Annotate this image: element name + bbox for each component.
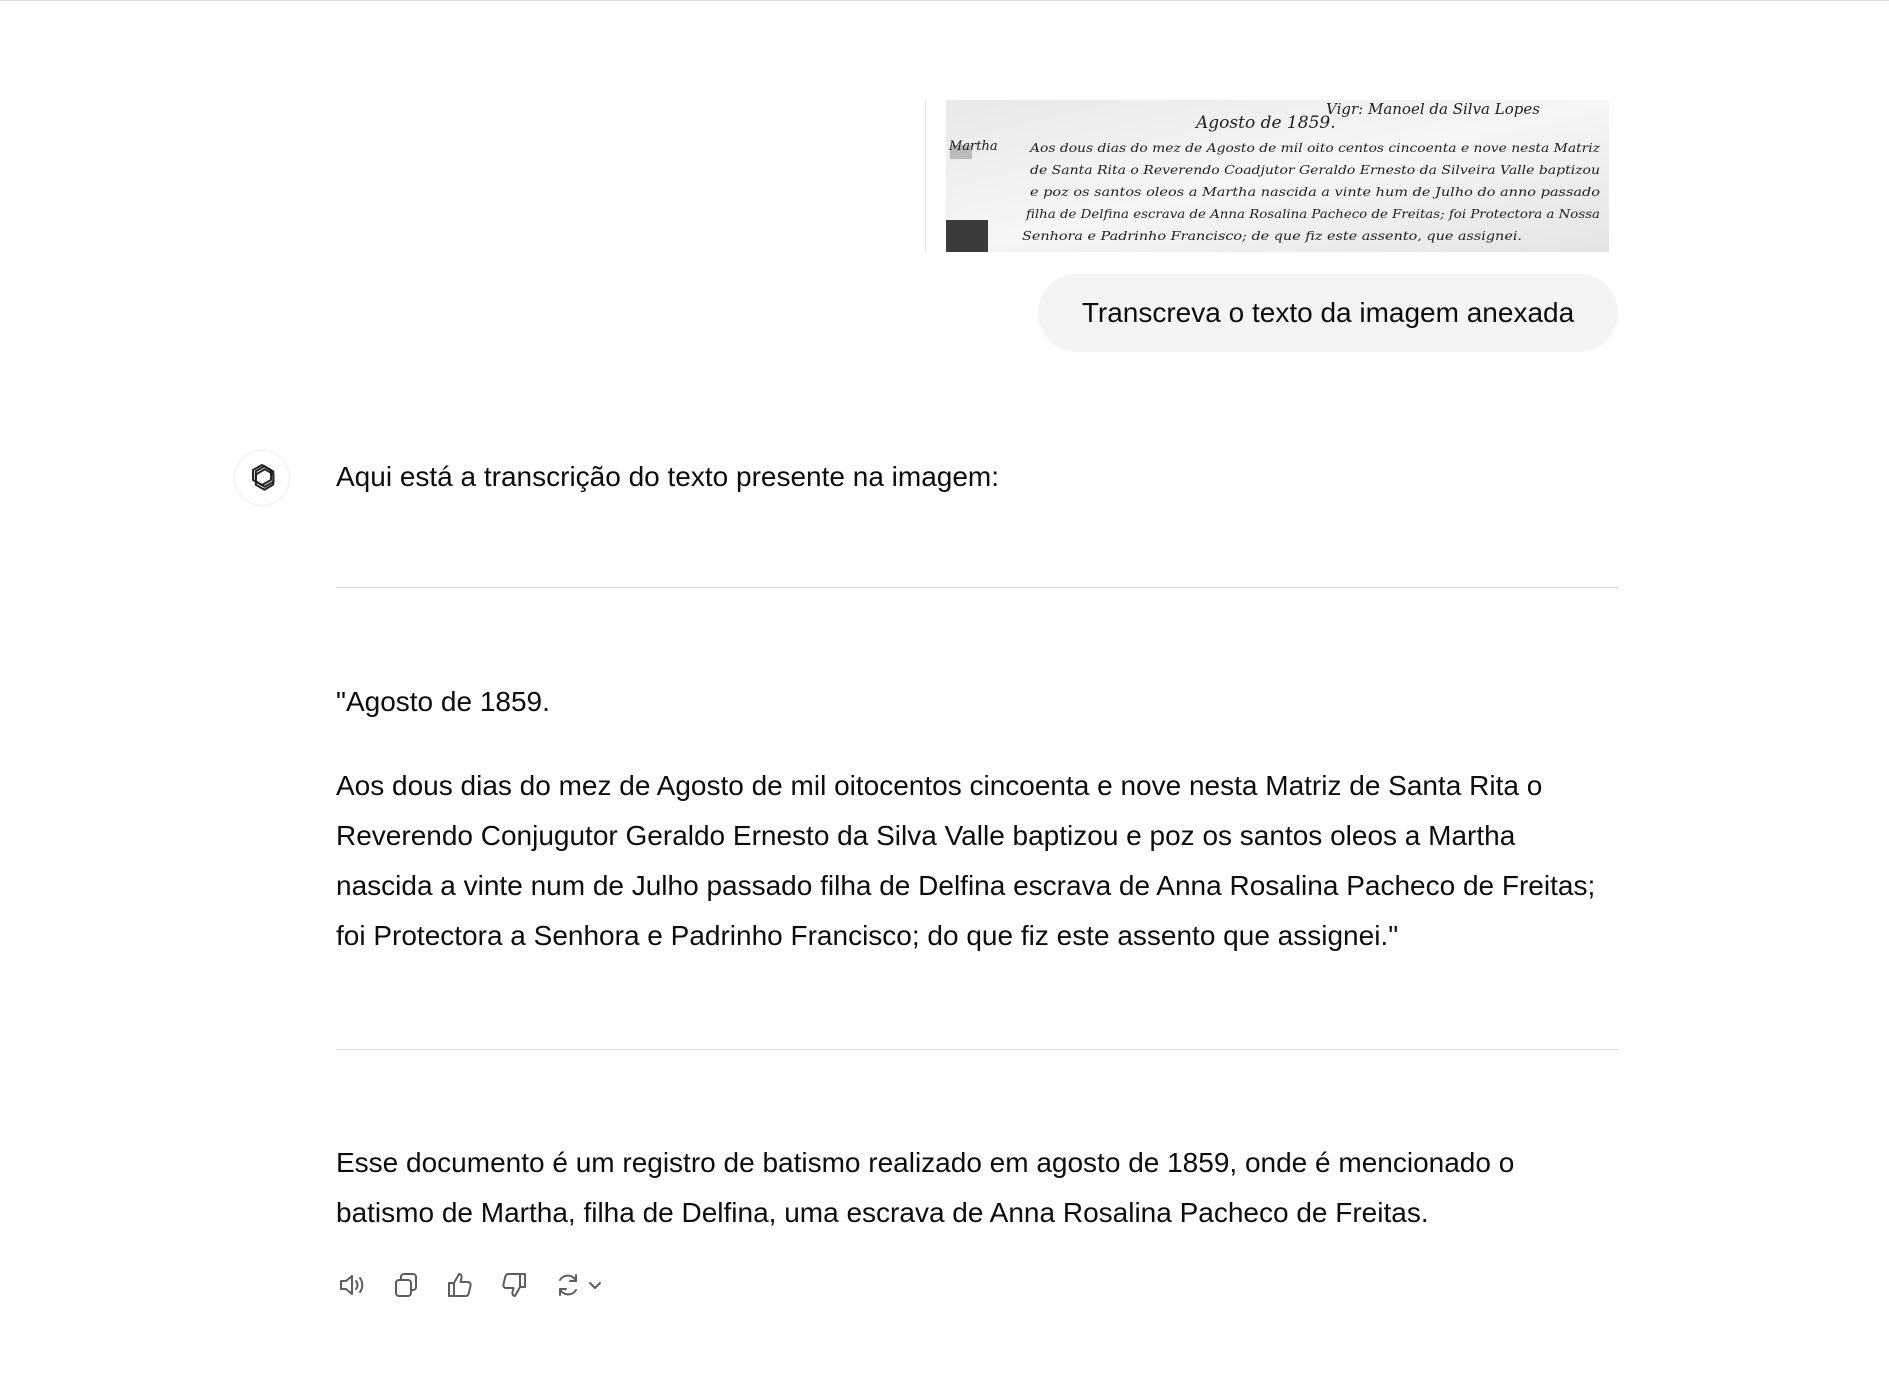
- assistant-intro: Aqui está a transcrição do texto presente na imagem:: [336, 461, 1000, 492]
- assistant-summary: Esse documento é um registro de batismo realizado em agosto de 1859, onde é mencionado o batismo de Martha, filha de Delfina, uma escrava de Anna Rosalina Pacheco de Freitas.: [336, 1147, 1515, 1228]
- transcription-body: Aos dous dias do mez de Agosto de mil oitocentos cincoenta e nove nesta Matriz de Santa Rita o Reverendo Conjugutor Geraldo Ernesto da Silva Valle baptizou e poz os santos oleos a Martha nascida a vinte num de Julho passado filha de Delfina escrava de Anna Rosalina Pacheco de Freitas; foi Protectora a Senhora e Padrinho Francisco; do que fiz este assento que assignei.": [336, 770, 1596, 951]
- copy-button[interactable]: [388, 1267, 424, 1303]
- manuscript-image: [946, 100, 1609, 252]
- openai-logo-icon: [245, 461, 279, 495]
- regenerate-button[interactable]: [550, 1267, 606, 1303]
- user-attachment-image[interactable]: [925, 100, 1608, 252]
- regenerate-icon: [553, 1270, 583, 1300]
- manuscript-line: Aos dous dias do mez de Agosto de mil oito centos cincoenta e nove nesta Matriz: [1028, 140, 1601, 155]
- speaker-icon: [337, 1270, 367, 1300]
- manuscript-line: e poz os santos oleos a Martha nascida a vinte hum de Julho do anno passado: [1030, 184, 1600, 199]
- read-aloud-button[interactable]: [334, 1267, 370, 1303]
- divider: [336, 1049, 1618, 1050]
- manuscript-line: filha de Delfina escrava de Anna Rosalina Pacheco de Freitas; foi Protectora a Nossa: [1024, 206, 1600, 221]
- divider: [336, 587, 1618, 588]
- thumbs-up-icon: [445, 1270, 475, 1300]
- thumbs-down-icon: [499, 1270, 529, 1300]
- user-message-bubble: [1038, 274, 1618, 352]
- assistant-avatar: [234, 450, 290, 506]
- assistant-message: [336, 455, 1618, 499]
- bad-response-button[interactable]: [496, 1267, 532, 1303]
- manuscript-line: Vigr: Manoel da Silva Lopes: [1326, 100, 1540, 118]
- transcription-heading: "Agosto de 1859.: [336, 686, 550, 717]
- manuscript-line: Agosto de 1859.: [1196, 113, 1336, 133]
- copy-icon: [391, 1270, 421, 1300]
- good-response-button[interactable]: [442, 1267, 478, 1303]
- user-message-text: Transcreva o texto da imagem anexada: [1081, 297, 1575, 328]
- manuscript-line: Senhora e Padrinho Francisco; de que fiz este assento, que assignei.: [1022, 228, 1522, 243]
- chevron-down-icon: [587, 1277, 603, 1293]
- top-divider: [0, 0, 1889, 1]
- message-actions: [334, 1267, 606, 1303]
- manuscript-margin-name: Martha: [949, 139, 998, 154]
- manuscript-line: de Santa Rita o Reverendo Coadjutor Geraldo Ernesto da Silveira Valle baptizou: [1030, 162, 1600, 177]
